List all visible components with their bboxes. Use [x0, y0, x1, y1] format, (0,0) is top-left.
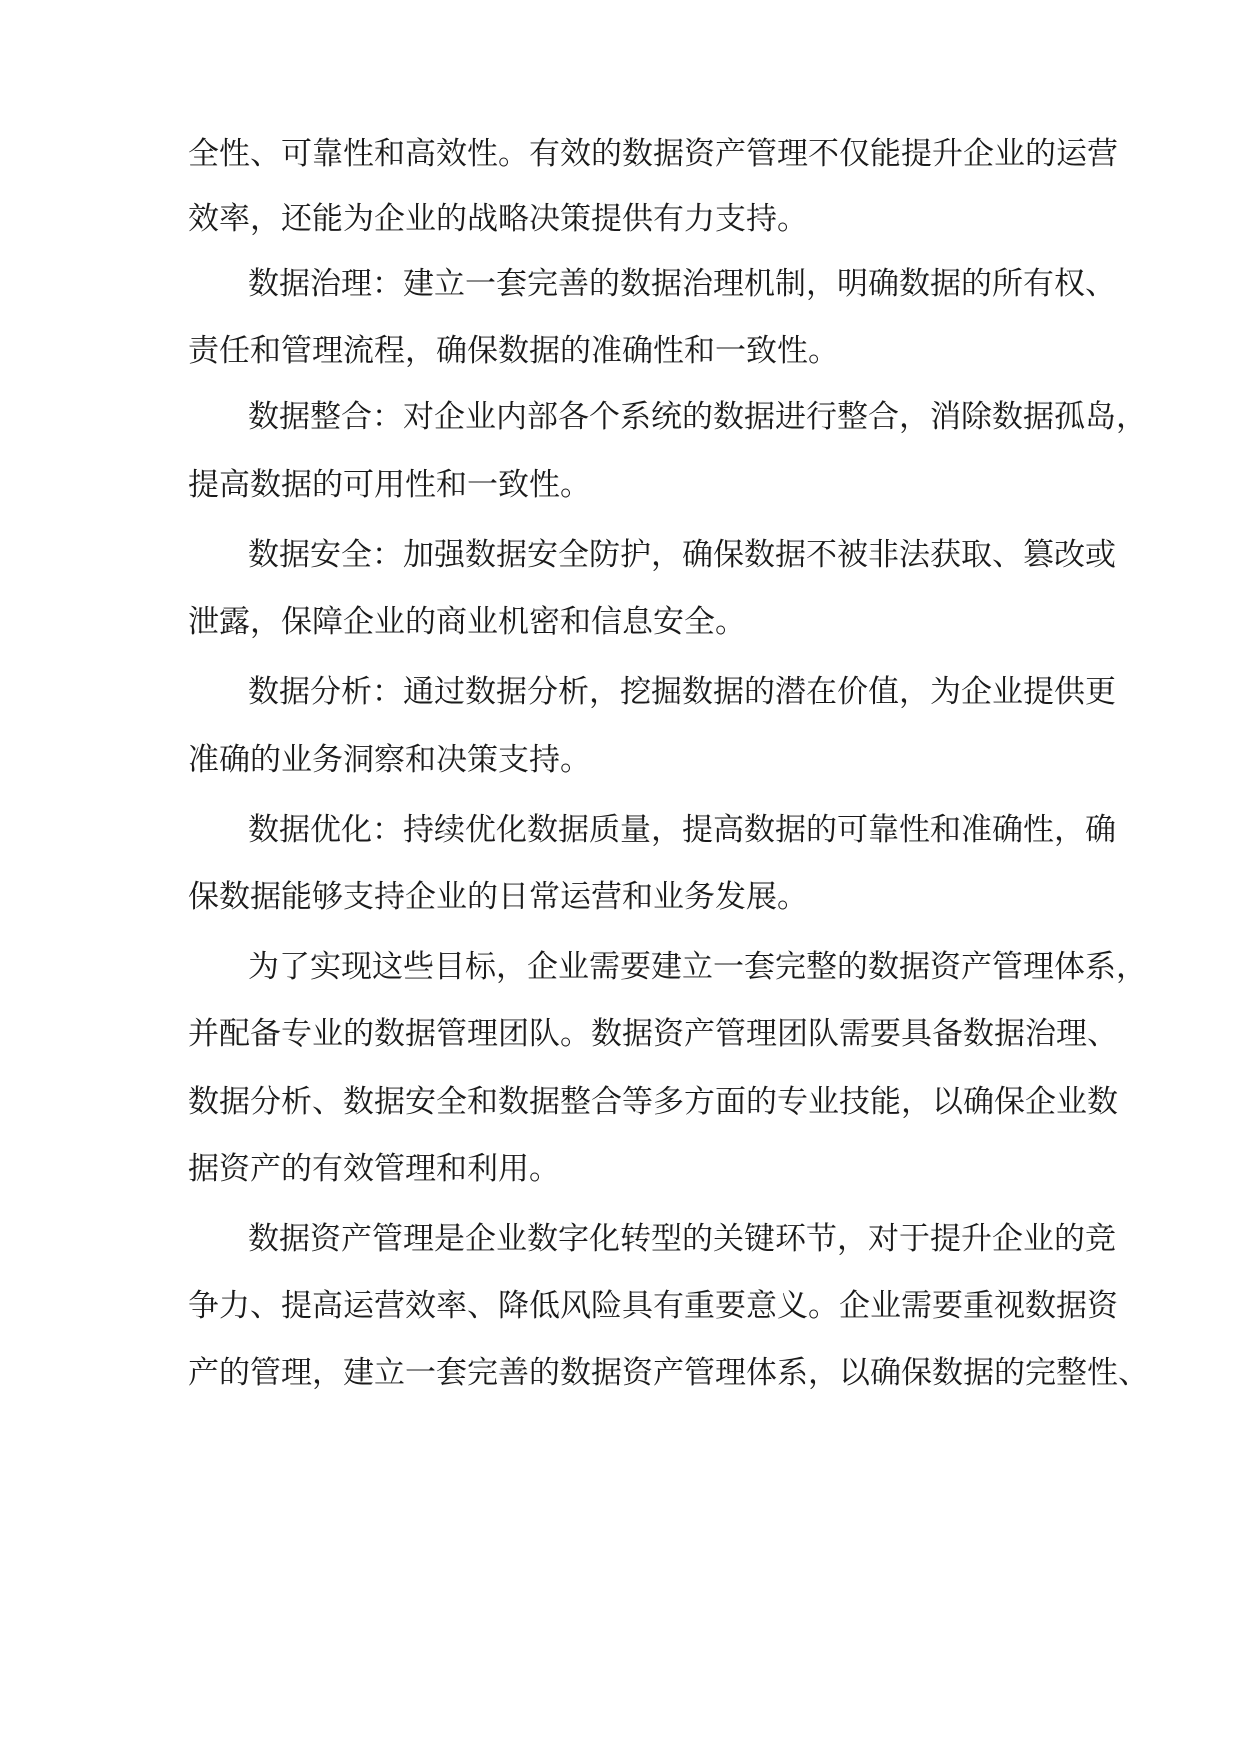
- paragraph-line: 数据治理：建立一套完善的数据治理机制，明确数据的所有权、: [248, 266, 1116, 302]
- paragraph-line: 责任和管理流程，确保数据的准确性和一致性。: [188, 333, 839, 369]
- paragraph-line: 据资产的有效管理和利用。: [188, 1151, 560, 1187]
- paragraph-line: 数据优化：持续优化数据质量，提高数据的可靠性和准确性，确: [248, 812, 1116, 848]
- paragraph-line: 全性、可靠性和高效性。有效的数据资产管理不仅能提升企业的运营: [188, 136, 1118, 172]
- paragraph-line: 数据安全：加强数据安全防护，确保数据不被非法获取、篡改或: [248, 537, 1116, 573]
- paragraph-line: 提高数据的可用性和一致性。: [188, 467, 591, 503]
- paragraph-line: 泄露，保障企业的商业机密和信息安全。: [188, 604, 746, 640]
- paragraph-line: 效率，还能为企业的战略决策提供有力支持。: [188, 201, 808, 237]
- paragraph-line: 并配备专业的数据管理团队。数据资产管理团队需要具备数据治理、: [188, 1016, 1118, 1052]
- paragraph-line: 数据分析：通过数据分析，挖掘数据的潜在价值，为企业提供更: [248, 674, 1116, 710]
- paragraph-line: 为了实现这些目标，企业需要建立一套完整的数据资产管理体系，: [248, 949, 1147, 985]
- paragraph-line: 数据分析、数据安全和数据整合等多方面的专业技能，以确保企业数: [188, 1084, 1118, 1120]
- paragraph-line: 准确的业务洞察和决策支持。: [188, 742, 591, 778]
- paragraph-line: 数据整合：对企业内部各个系统的数据进行整合，消除数据孤岛，: [248, 399, 1147, 435]
- paragraph-line: 保数据能够支持企业的日常运营和业务发展。: [188, 879, 808, 915]
- paragraph-line: 产的管理，建立一套完善的数据资产管理体系，以确保数据的完整性、: [188, 1355, 1149, 1391]
- paragraph-line: 争力、提高运营效率、降低风险具有重要意义。企业需要重视数据资: [188, 1288, 1118, 1324]
- paragraph-line: 数据资产管理是企业数字化转型的关键环节，对于提升企业的竞: [248, 1221, 1116, 1257]
